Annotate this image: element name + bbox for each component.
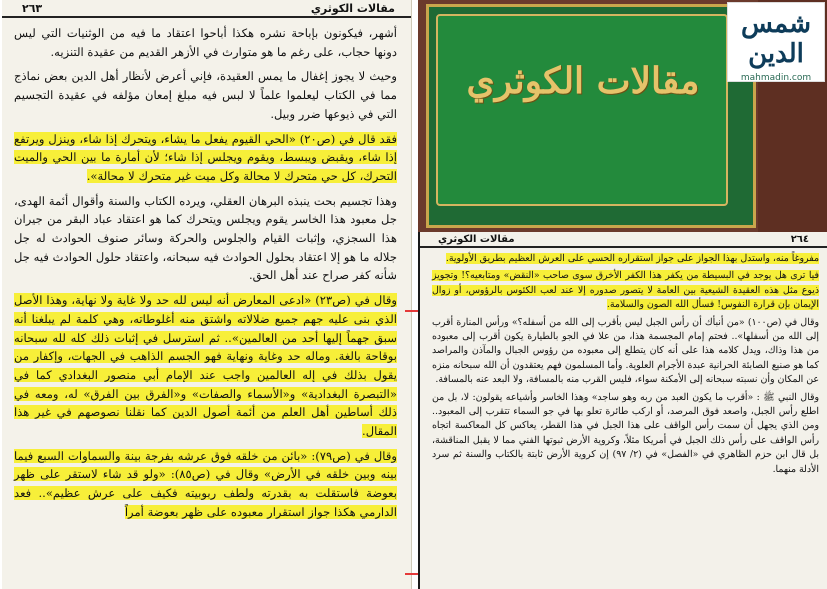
- paragraph: [14, 291, 397, 441]
- highlighted-text: وقال في (ص٧٩): «بائن من خلقه فوق عرشه بفرجة بينة والسماوات السبع فيما بينه وبين خلقه في الأرض» وقال في (ص٨٥): «ولو قد شاء لاستقر على ظهر بعوضة فاستقلت به بقدرته ولطف ربوبيته فكيف على عرش عظيم».. فعد الدارمي هكذا جواز استقرار معبوده على ظهر بعوضة أمراً: [14, 448, 398, 519]
- highlighted-text: فقد قال في (ص٢٠) «الحي القيوم يفعل ما يشاء، ويتحرك إذا شاء، وينزل ويرتفع إذا شاء، ويقبض ويبسط، ويقوم ويجلس إذا شاء؛ لأن أمارة ما بين الحي والميت التحرك، كل حي متحرك لا محالة وكل ميت غير متحرك لا محالة».: [14, 131, 398, 183]
- highlighted-text: مفروغاً منه، واستدل بهذا الجواز على جواز استقراره الحسي على العرش العظيم بطريق الأولوية.: [445, 253, 819, 264]
- cover-inner-frame: [436, 14, 728, 206]
- paragraph: [14, 192, 397, 286]
- paragraph: [14, 130, 397, 186]
- right-page-title: مقالات الكوثري: [438, 233, 515, 245]
- paragraph-text: وقال في (ص١٠٠) «من أنبأك أن رأس الجبل ليس بأقرب إلى الله من أسفله؟» ورأس المنارة أقرب إلى الله من أسفلها».. فحتم إمام المجسمة هذا، من علا في الجو بالطيارة يكون أقرب إلى معبوده من هذا وذاك، ويدل كلامه هذا على أنه كان يتطلع إلى معبوده من رؤوس الجبال والمآذن والمراصد كما هو صنيع الصابئة الحرانية عبدة الأجرام العلوية. وأما المسلمون فهم يعتقدون أن الله سبحانه منزه عن المكان وأن نسبته سبحانه إلى الأمكنة سواء، فليس القرب منه بالمسافة، ولا البعد عنه بالمسافة.: [432, 316, 819, 386]
- paragraph-text: وهذا تجسيم بحت ينبذه البرهان العقلي، ويرده الكتاب والسنة وأقوال أئمة الهدى، جل معبود هذا الخاسر يقوم ويجلس ويتحرك كما هو اعتقاد عباد البقر من جيران هذا السجزي، وإثبات القيام والجلوس والحركة وسائر صنوف الحوادث له جل جلاله ما هو إلا اعتقاد بحلول الحوادث فيه سبحانه، واعتقاد حلول الحوادث فيه جل شأنه كفر صراح عند أهل الحق.: [14, 193, 397, 283]
- paragraph: [14, 67, 397, 123]
- logo-url: mahmadin.com: [740, 73, 812, 83]
- cover-title: مقالات الكوثري: [466, 60, 700, 102]
- right-book-page: [418, 232, 827, 589]
- highlighted-text: وقال في (ص٢٣) «ادعى المعارض أنه ليس لله حد ولا غاية ولا نهاية، وهذا الأصل الذي بنى عليه جهم جميع ضلالاته واشتق منه أغلوطاته، وهي كلمة لم يبلغنا أنه سبق جهماً إليها أحد من العالمين».. ثم استرسل في إثبات ذلك كله لله سبحانه بوقاحة بالغة. وماله حد وغاية ونهاية فهو الجسم الذاهب في الجهات، وإكفار من يقول بذلك في إله العالمين واجب عند الإمام أبي منصور البغدادي كما في «التبصرة البغدادية» و«الأسماء والصفات» و«الفرق بين الفرق» له، ومعه في ذلك أساطين أهل العلم من أئمة أصول الدين كما نقلنا نصوصهم في غير هذا المقال.: [14, 293, 398, 439]
- left-page-header: [2, 0, 411, 18]
- left-page-title: مقالات الكوثري: [310, 1, 395, 15]
- paragraph: [432, 252, 819, 266]
- left-page-body: [2, 18, 411, 522]
- highlighted-text: فيا ترى هل يوجد في البسيطة من يكفر هذا الكفر الأخرق سوى صاحب «النقض» ومتابعيه؟! وتجويز ذيوع مثل هذه العقيدة الشيعية بين العامة لا يتصور صدوره إلا عند لعب الكئوس بالرؤوس، أو زوال الإيمان بإن قرارة النفوس! فسأل الله الصون والسلامة.: [432, 270, 819, 311]
- paragraph: [432, 316, 819, 388]
- right-page-number: ٢٦٤: [790, 233, 809, 245]
- left-book-page: [2, 0, 412, 589]
- site-logo: [727, 2, 825, 82]
- paragraph-text: أشهر، فيكونون بإباحة نشره هكذا أباحوا اعتقاد ما فيه من الوثنيات التي ليس دونها حجاب، على رغم ما هو متوارث في الأزهر القديم من عقيدة التنزيه.: [14, 26, 397, 59]
- paragraph-text: وحيث لا يجوز إغفال ما يمس العقيدة، فإني أعرض لأنظار أهل الدين بعض نماذج مما في الكتاب ليعلموا علماً لا لبس فيه مبلغ إمعان مؤلفه في عقيدة التجسيم التي في ذيوعها ضرر وبيل.: [14, 69, 397, 121]
- paragraph: [14, 447, 397, 522]
- left-page-number: ٢٦٣: [22, 1, 43, 15]
- right-page-header: [420, 232, 827, 248]
- paragraph: [14, 24, 397, 61]
- paragraph: [432, 391, 819, 477]
- right-page-body: [420, 248, 827, 477]
- paragraph: [432, 269, 819, 312]
- paragraph-text: وقال النبي ﷺ : «أقرب ما يكون العبد من ربه وهو ساجد» وهذا الخاسر وأشياعه يقولون: لا، بل من اطلع رأس الجبل، واصعد فوق المرصد، أو اركب طائرة تعلو بها في جو السماء تتقرب إلى المعبود.. ومن الذي يجهل أن سمت رأس الواقف على هذا الجبل في هذا القطر، يعاكس كل المعاكسة اتجاه رأس الواقف على رأس ذلك الجبل في أمريكا مثلاً، وكروية الأرض ثبوتها الفني مما لا يقبل المناقشة، بل قال ابن حزم الظاهري في «الفصل» في (٢/ ٩٧) إن كروية الأرض ثابتة بالكتاب والسنة ثم سرد الأدلة منهما.: [432, 391, 819, 475]
- logo-calligraphy: شمس الدين: [741, 9, 811, 69]
